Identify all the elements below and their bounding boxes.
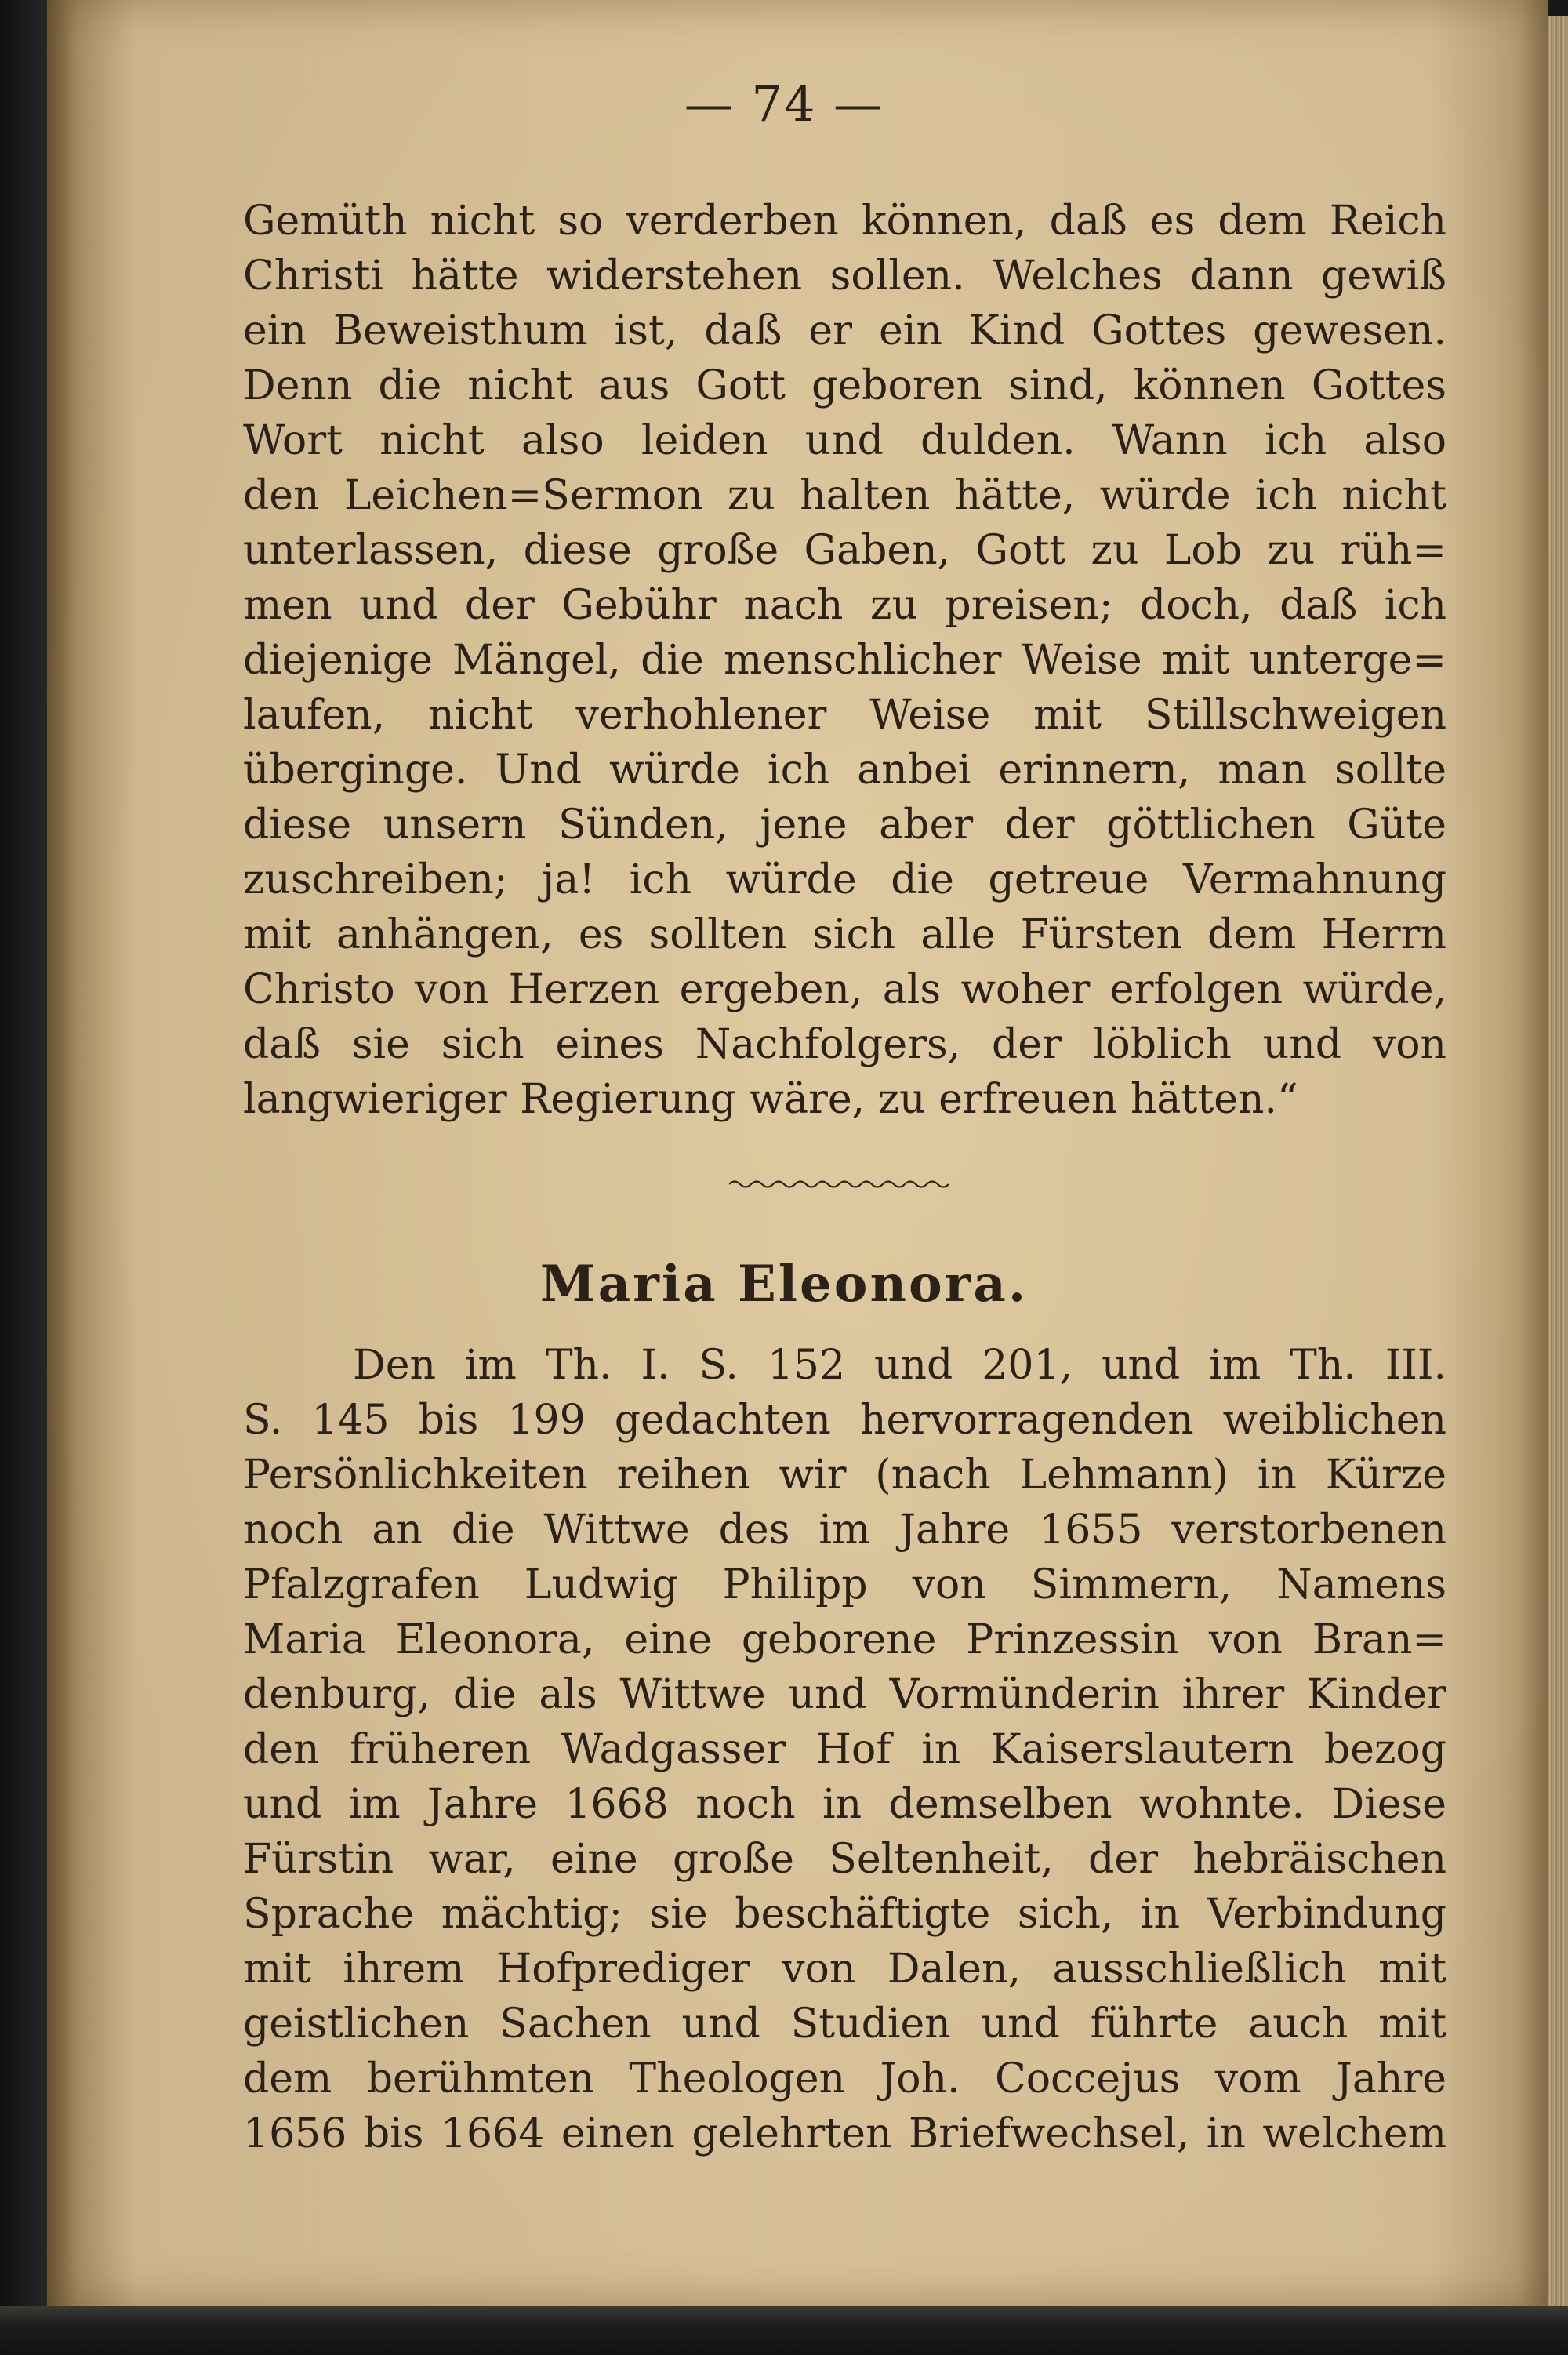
text-line: Den im Th. I. S. 152 und 201, und im Th. III. [353, 1342, 1446, 1389]
text-line: langwieriger Regierung wäre, zu erfreuen hätten.“ [243, 1076, 1298, 1123]
text-line: laufen, nicht verhohlener Weise mit Stillschweigen [243, 692, 1446, 739]
text-line: 1656 bis 1664 einen gelehrten Briefwechsel, in welchem [243, 2110, 1446, 2157]
text-line: daß sie sich eines Nachfolgers, der löblich und von [243, 1021, 1446, 1068]
text-line: noch an die Wittwe des im Jahre 1655 verstorbenen [243, 1506, 1446, 1554]
text-line: Gemüth nicht so verderben können, daß es dem Reich [243, 198, 1446, 245]
text-line: S. 145 bis 199 gedachten hervorragenden weiblichen [243, 1397, 1446, 1444]
text-line: Denn die nicht aus Gott geboren sind, können Gottes [243, 362, 1446, 409]
paragraph-continued [243, 194, 1446, 1127]
text-line: unterlassen, diese große Gaben, Gott zu Lob zu rüh= [243, 527, 1446, 574]
page-edges [1548, 16, 1568, 2306]
ornamental-divider [729, 1176, 949, 1192]
text-line: geistlichen Sachen und Studien und führte auch mit [243, 2001, 1446, 2048]
text-line: Fürstin war, eine große Seltenheit, der hebräischen [243, 1836, 1446, 1883]
text-line: zuschreiben; ja! ich würde die getreue Vermahnung [243, 856, 1446, 903]
book-cover-edge [0, 2306, 1568, 2355]
text-line: men und der Gebühr nach zu preisen; doch, daß ich [243, 582, 1446, 629]
text-line: ein Beweisthum ist, daß er ein Kind Gottes gewesen. [243, 307, 1446, 354]
text-line: Christo von Herzen ergeben, als woher erfolgen würde, [243, 966, 1446, 1013]
text-line: Persönlichkeiten reihen wir (nach Lehmann) in Kürze [243, 1452, 1446, 1499]
text-line: Sprache mächtig; sie beschäftigte sich, in Verbindung [243, 1891, 1446, 1938]
text-line: Christi hätte widerstehen sollen. Welches dann gewiß [243, 253, 1446, 300]
text-line: diejenige Mängel, die menschlicher Weise mit unterge= [243, 637, 1446, 684]
text-line: Wort nicht also leiden und dulden. Wann ich also [243, 417, 1446, 464]
text-line: diese unsern Sünden, jene aber der göttlichen Güte [243, 801, 1446, 849]
text-line: überginge. Und würde ich anbei erinnern, man sollte [243, 747, 1446, 794]
text-line: Pfalzgrafen Ludwig Philipp von Simmern, Namens [243, 1561, 1446, 1608]
section-heading: Maria Eleonora. [539, 1255, 1029, 1314]
text-line: denburg, die als Wittwe und Vormünderin ihrer Kinder [243, 1671, 1446, 1718]
text-line: den früheren Wadgasser Hof in Kaiserslautern bezog [243, 1726, 1446, 1773]
text-line: und im Jahre 1668 noch in demselben wohnte. Diese [243, 1781, 1446, 1828]
text-line: mit anhängen, es sollten sich alle Fürsten dem Herrn [243, 911, 1446, 958]
text-line: den Leichen=Sermon zu halten hätte, würde ich nicht [243, 472, 1446, 519]
text-line: dem berühmten Theologen Joh. Coccejus vom Jahre [243, 2055, 1446, 2102]
page-number: — 74 — [684, 75, 884, 133]
section-paragraph [243, 1338, 1446, 2161]
text-line: Maria Eleonora, eine geborene Prinzessin von Bran= [243, 1616, 1446, 1663]
text-line: mit ihrem Hofprediger von Dalen, ausschließlich mit [243, 1946, 1446, 1993]
